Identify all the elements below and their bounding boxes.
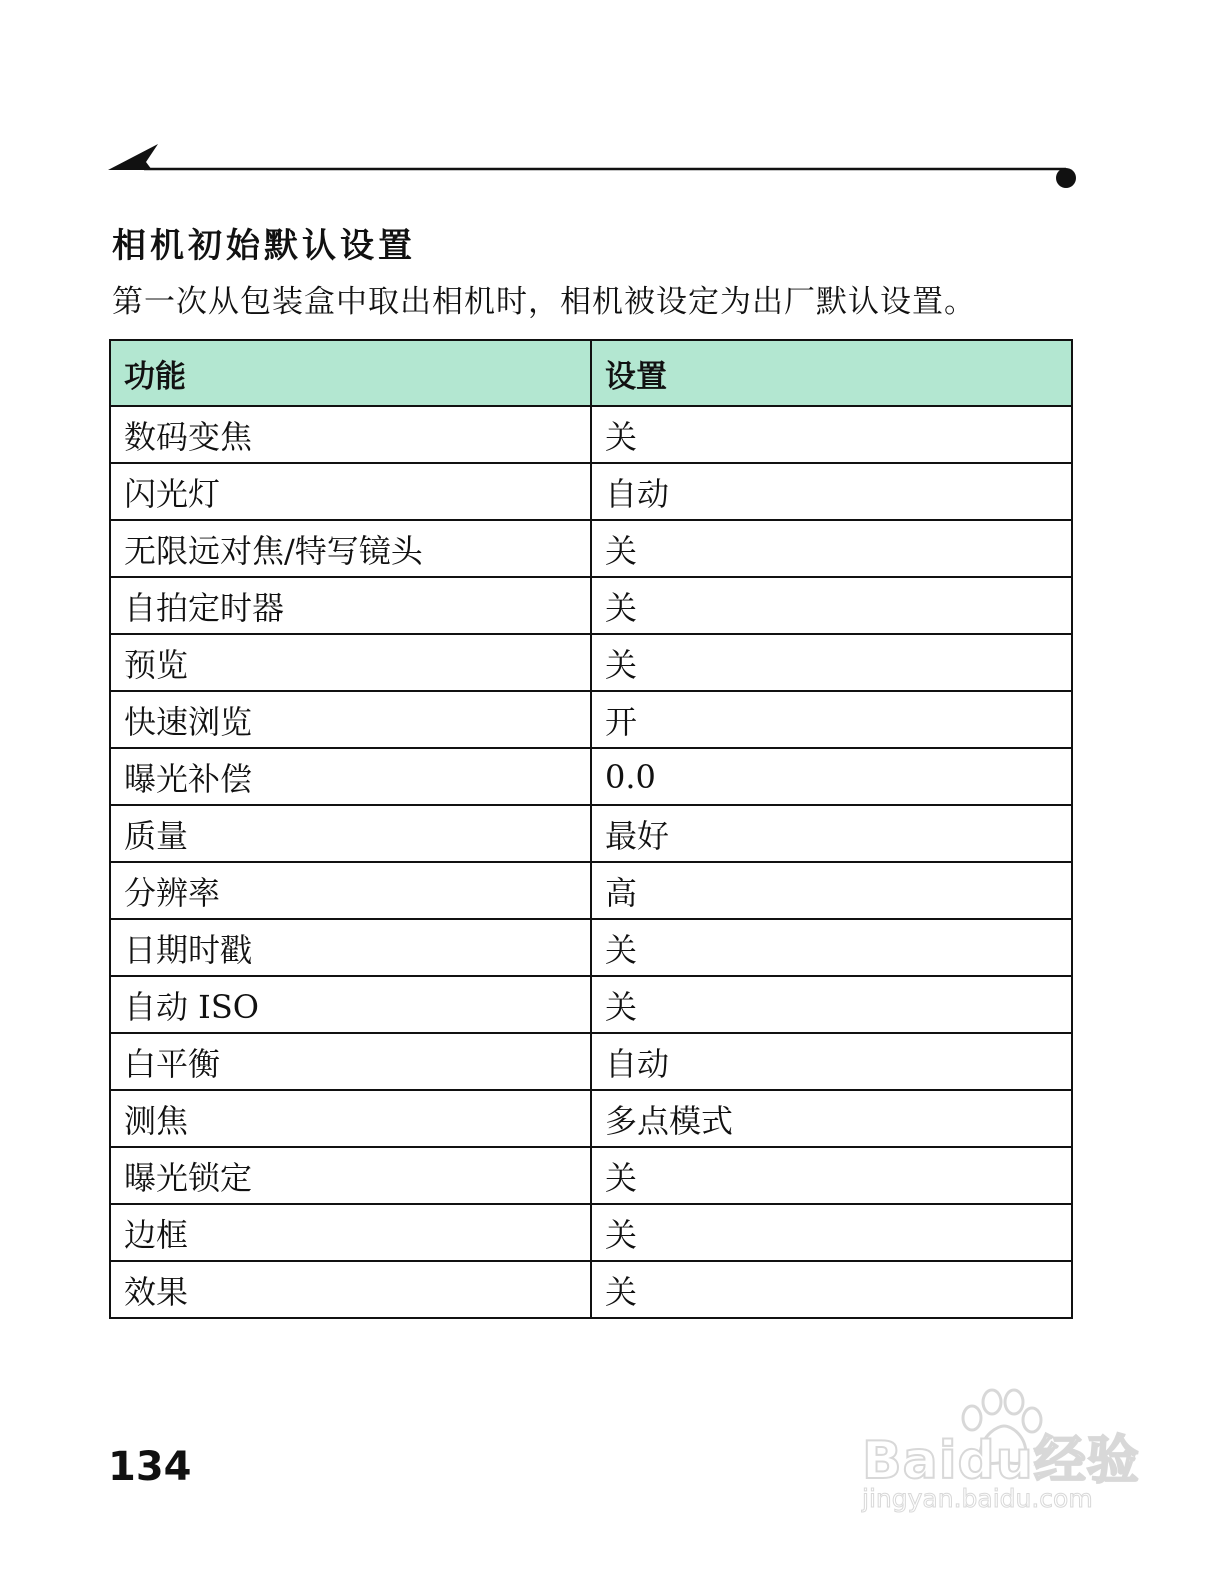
setting-cell: 关 bbox=[591, 1147, 1072, 1204]
setting-cell: 关 bbox=[591, 976, 1072, 1033]
table-row bbox=[110, 976, 1072, 1033]
rule-end-dot bbox=[1056, 168, 1076, 188]
setting-cell: 自动 bbox=[591, 463, 1072, 520]
table-row bbox=[110, 1033, 1072, 1090]
rule-arrowhead bbox=[108, 144, 158, 170]
setting-cell: 自动 bbox=[591, 1033, 1072, 1090]
setting-cell: 关 bbox=[591, 406, 1072, 463]
table-row bbox=[110, 691, 1072, 748]
column-header-feature: 功能 bbox=[110, 340, 591, 406]
baidu-watermark bbox=[858, 1388, 1148, 1528]
feature-cell: 快速浏览 bbox=[110, 691, 591, 748]
page-number: 134 bbox=[108, 1444, 192, 1490]
setting-cell: 关 bbox=[591, 577, 1072, 634]
table-row bbox=[110, 1147, 1072, 1204]
setting-cell: 开 bbox=[591, 691, 1072, 748]
table-header-row bbox=[110, 340, 1072, 406]
feature-cell: 日期时戳 bbox=[110, 919, 591, 976]
feature-cell: 曝光锁定 bbox=[110, 1147, 591, 1204]
table-row bbox=[110, 463, 1072, 520]
table-row bbox=[110, 406, 1072, 463]
table-row bbox=[110, 577, 1072, 634]
feature-cell: 白平衡 bbox=[110, 1033, 591, 1090]
feature-cell: 预览 bbox=[110, 634, 591, 691]
feature-cell: 测焦 bbox=[110, 1090, 591, 1147]
feature-cell: 效果 bbox=[110, 1261, 591, 1318]
feature-cell: 曝光补偿 bbox=[110, 748, 591, 805]
feature-cell: 数码变焦 bbox=[110, 406, 591, 463]
feature-cell: 自动 ISO bbox=[110, 976, 591, 1033]
section-title: 相机初始默认设置 bbox=[112, 226, 416, 266]
table-row bbox=[110, 1204, 1072, 1261]
column-header-setting: 设置 bbox=[591, 340, 1072, 406]
setting-cell: 高 bbox=[591, 862, 1072, 919]
setting-cell: 最好 bbox=[591, 805, 1072, 862]
watermark-url-text: jingyan.baidu.com bbox=[862, 1484, 1093, 1513]
feature-cell: 分辨率 bbox=[110, 862, 591, 919]
setting-cell: 关 bbox=[591, 1261, 1072, 1318]
intro-paragraph: 第一次从包装盒中取出相机时，相机被设定为出厂默认设置。 bbox=[112, 284, 976, 320]
feature-cell: 自拍定时器 bbox=[110, 577, 591, 634]
setting-cell: 关 bbox=[591, 634, 1072, 691]
table-row bbox=[110, 748, 1072, 805]
table-row bbox=[110, 520, 1072, 577]
feature-cell: 闪光灯 bbox=[110, 463, 591, 520]
header-decorative-rule bbox=[108, 140, 1080, 190]
watermark-brand-text: Baidu经验 bbox=[862, 1431, 1140, 1491]
feature-cell: 质量 bbox=[110, 805, 591, 862]
default-settings-table bbox=[109, 339, 1073, 1319]
table-row bbox=[110, 805, 1072, 862]
setting-cell: 多点模式 bbox=[591, 1090, 1072, 1147]
feature-cell: 边框 bbox=[110, 1204, 591, 1261]
table-row bbox=[110, 634, 1072, 691]
table-row bbox=[110, 862, 1072, 919]
setting-cell: 关 bbox=[591, 919, 1072, 976]
table-row bbox=[110, 1261, 1072, 1318]
setting-cell: 0.0 bbox=[591, 748, 1072, 805]
setting-cell: 关 bbox=[591, 520, 1072, 577]
table-row bbox=[110, 1090, 1072, 1147]
table-row bbox=[110, 919, 1072, 976]
feature-cell: 无限远对焦/特写镜头 bbox=[110, 520, 591, 577]
setting-cell: 关 bbox=[591, 1204, 1072, 1261]
